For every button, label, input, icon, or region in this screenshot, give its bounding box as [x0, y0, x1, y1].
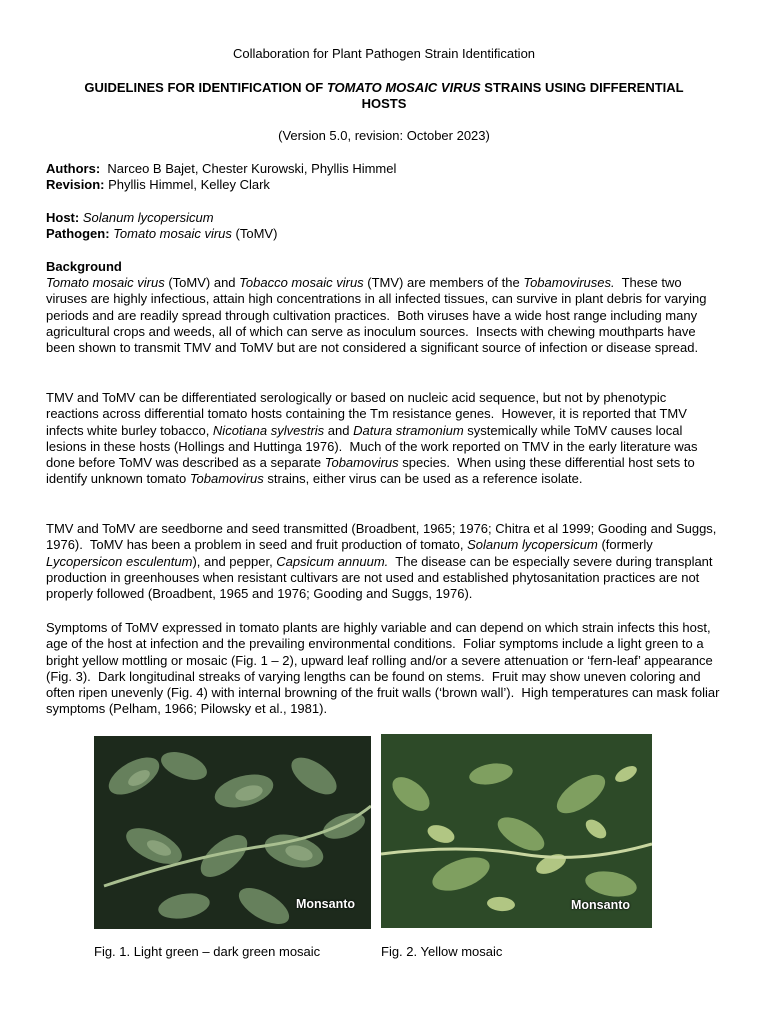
- figure-2-caption: Fig. 2. Yellow mosaic: [381, 944, 503, 959]
- figure-1-photo: [94, 736, 371, 929]
- title-italic-part: TOMATO MOSAIC VIRUS: [326, 80, 481, 95]
- revision-value: Phyllis Himmel, Kelley Clark: [104, 177, 270, 192]
- title-part: GUIDELINES FOR IDENTIFICATION OF: [84, 80, 327, 95]
- background-paragraph-1: Tomato mosaic virus (ToMV) and Tobacco mosaic virus (TMV) are members of the Tobamoviruses. These two viruses are highly infectious, attain high concentrations in all infected tissues, can survive in plant debris for varying periods and are readily spread through cultivation practices. Both viruses have a wide host range including many agricultural crops and weeds, all of which can serve as inoculum sources. Insects with chewing mouthparts have been shown to transmit TMV and ToMV but are not considered a significant source of infection or disease spread.: [46, 275, 711, 356]
- document-title-line2: HOSTS: [361, 96, 407, 111]
- authors-label: Authors:: [46, 161, 101, 176]
- title-part: STRAINS USING DIFFERENTIAL: [480, 80, 684, 95]
- host-line: [46, 210, 214, 226]
- revision-line: [46, 177, 270, 193]
- version-line: (Version 5.0, revision: October 2023): [278, 128, 490, 143]
- host-value: Solanum lycopersicum: [82, 210, 214, 225]
- pathogen-line: [46, 226, 277, 242]
- figure-1-caption: Fig. 1. Light green – dark green mosaic: [94, 944, 321, 959]
- figure-2-photo: [381, 734, 652, 928]
- authors-value: Narceo B Bajet, Chester Kurowski, Phyllis Himmel: [100, 161, 397, 176]
- revision-label: Revision:: [46, 177, 105, 192]
- background-heading: Background: [46, 259, 122, 274]
- document-title-line1: [0, 80, 768, 96]
- host-label: Host:: [46, 210, 80, 225]
- figure-2-watermark: Monsanto: [571, 898, 631, 912]
- pathogen-value: Tomato mosaic virus: [113, 226, 232, 241]
- background-paragraph-4: Symptoms of ToMV expressed in tomato plants are highly variable and can depend on which strain infects this host, age of the host at infection and the prevailing environmental conditions. Foliar symptoms include a light green to a bright yellow mottling or mosaic (Fig. 1 – 2), upward leaf rolling and/or a severe attenuation or ‘fern-leaf’ appearance (Fig. 3). Dark longitudinal streaks of varying lengths can be found on stems. Fruit may show uneven coloring and often ripen unevenly (Fig. 4) with internal browning of the fruit walls (‘brown wall’). High temperatures can mask foliar symptoms (Pelham, 1966; Pilowsky et al., 1981).: [46, 620, 724, 717]
- org-name: Collaboration for Plant Pathogen Strain Identification: [232, 46, 536, 61]
- background-paragraph-2: TMV and ToMV can be differentiated serologically or based on nucleic acid sequence, but not by phenotypic reactions across differential tomato hosts containing the Tm resistance genes. However, it is reported that TMV infects white burley tobacco, Nicotiana sylvestris and Datura stramonium systemically while ToMV causes local lesions in these hosts (Hollings and Huttinga 1976). Much of the work reported on TMV in the early literature was done before ToMV was described as a separate Tobamovirus species. When using these differential host sets to identify unknown tomato Tobamovirus strains, either virus can be used as a reference isolate.: [46, 390, 702, 487]
- background-paragraph-3: TMV and ToMV are seedborne and seed transmitted (Broadbent, 1965; 1976; Chitra et al 1999; Gooding and Suggs, 1976). ToMV has been a problem in seed and fruit production of tomato, Solanum lycopersicum (formerly Lycopersicon esculentum), and pepper, Capsicum annuum. The disease can be especially severe during transplant production in greenhouses when resistant cultivars are not used and established phytosanitation practices are not properly followed (Broadbent, 1965 and 1976; Gooding and Suggs, 1976).: [46, 521, 721, 602]
- figure-1-watermark: Monsanto: [296, 897, 356, 911]
- authors-line: [46, 161, 396, 177]
- pathogen-abbr: (ToMV): [231, 226, 278, 241]
- pathogen-label: Pathogen:: [46, 226, 110, 241]
